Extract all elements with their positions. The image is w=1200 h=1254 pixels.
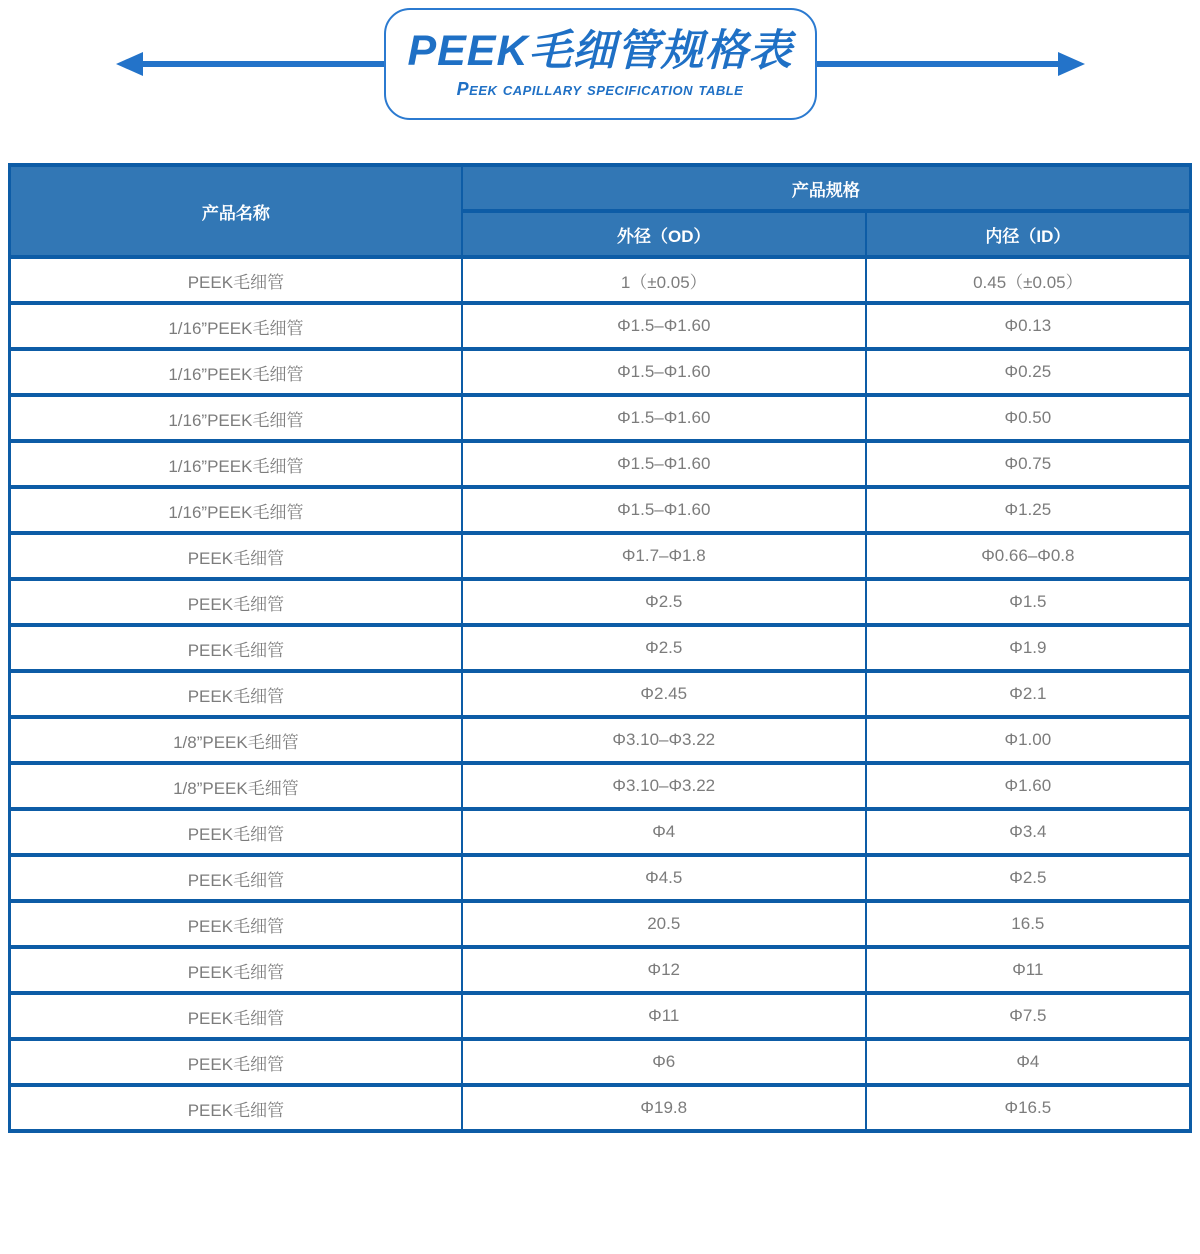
- cell-product-name: 1/8”PEEK毛细管: [10, 717, 462, 763]
- page-title: PEEK毛细管规格表: [407, 27, 793, 75]
- table-row: [10, 303, 1191, 349]
- cell-od: Φ1.5–Φ1.60: [462, 395, 866, 441]
- cell-id: Φ0.13: [866, 303, 1191, 349]
- cell-od: Φ3.10–Φ3.22: [462, 717, 866, 763]
- table-row: [10, 763, 1191, 809]
- table-row: [10, 1039, 1191, 1085]
- cell-od: Φ1.5–Φ1.60: [462, 487, 866, 533]
- cell-id: Φ1.25: [866, 487, 1191, 533]
- cell-id: Φ0.25: [866, 349, 1191, 395]
- table-row: [10, 993, 1191, 1039]
- cell-product-name: PEEK毛细管: [10, 533, 462, 579]
- cell-product-name: 1/16”PEEK毛细管: [10, 487, 462, 533]
- cell-od: Φ2.45: [462, 671, 866, 717]
- spec-table-header: [10, 165, 1191, 257]
- cell-id: Φ1.5: [866, 579, 1191, 625]
- cell-product-name: 1/16”PEEK毛细管: [10, 441, 462, 487]
- cell-od: Φ1.5–Φ1.60: [462, 441, 866, 487]
- header-product-spec: 产品规格: [462, 165, 1191, 211]
- cell-id: 0.45（±0.05）: [866, 257, 1191, 303]
- cell-product-name: PEEK毛细管: [10, 1085, 462, 1131]
- table-row: [10, 579, 1191, 625]
- right-arrowhead-icon: [1058, 52, 1085, 76]
- page-subtitle: Peek capillary specification table: [456, 79, 744, 99]
- cell-id: Φ3.4: [866, 809, 1191, 855]
- cell-od: Φ2.5: [462, 579, 866, 625]
- cell-id: Φ11: [866, 947, 1191, 993]
- table-row: [10, 717, 1191, 763]
- table-row: [10, 809, 1191, 855]
- cell-product-name: PEEK毛细管: [10, 947, 462, 993]
- cell-product-name: PEEK毛细管: [10, 1039, 462, 1085]
- cell-od: Φ1.7–Φ1.8: [462, 533, 866, 579]
- header-od: 外径（OD）: [462, 211, 866, 257]
- cell-id: Φ0.50: [866, 395, 1191, 441]
- table-row: [10, 1085, 1191, 1131]
- cell-od: Φ6: [462, 1039, 866, 1085]
- cell-id: 16.5: [866, 901, 1191, 947]
- cell-product-name: PEEK毛细管: [10, 671, 462, 717]
- cell-product-name: 1/16”PEEK毛细管: [10, 303, 462, 349]
- cell-od: Φ1.5–Φ1.60: [462, 349, 866, 395]
- cell-id: Φ0.75: [866, 441, 1191, 487]
- table-row: [10, 901, 1191, 947]
- cell-product-name: PEEK毛细管: [10, 901, 462, 947]
- cell-product-name: PEEK毛细管: [10, 257, 462, 303]
- table-row: [10, 855, 1191, 901]
- right-arrow-bar: [817, 61, 1058, 67]
- table-row: [10, 625, 1191, 671]
- cell-id: Φ2.5: [866, 855, 1191, 901]
- cell-od: Φ19.8: [462, 1085, 866, 1131]
- cell-id: Φ2.1: [866, 671, 1191, 717]
- left-arrow-icon: [116, 52, 384, 76]
- spec-table: [8, 163, 1192, 1133]
- cell-product-name: 1/16”PEEK毛细管: [10, 395, 462, 441]
- right-arrow-icon: [817, 52, 1085, 76]
- cell-od: Φ11: [462, 993, 866, 1039]
- table-row: [10, 487, 1191, 533]
- left-arrowhead-icon: [116, 52, 143, 76]
- table-row: [10, 257, 1191, 303]
- cell-od: 1（±0.05）: [462, 257, 866, 303]
- cell-id: Φ4: [866, 1039, 1191, 1085]
- cell-od: 20.5: [462, 901, 866, 947]
- cell-product-name: PEEK毛细管: [10, 809, 462, 855]
- spec-table-body: [10, 257, 1191, 1131]
- header-product-name: 产品名称: [10, 165, 462, 257]
- cell-id: Φ1.60: [866, 763, 1191, 809]
- cell-od: Φ1.5–Φ1.60: [462, 303, 866, 349]
- cell-product-name: 1/8”PEEK毛细管: [10, 763, 462, 809]
- cell-product-name: PEEK毛细管: [10, 579, 462, 625]
- cell-id: Φ1.00: [866, 717, 1191, 763]
- cell-product-name: PEEK毛细管: [10, 625, 462, 671]
- cell-od: Φ4.5: [462, 855, 866, 901]
- table-row: [10, 395, 1191, 441]
- cell-od: Φ2.5: [462, 625, 866, 671]
- cell-product-name: PEEK毛细管: [10, 855, 462, 901]
- cell-id: Φ16.5: [866, 1085, 1191, 1131]
- cell-product-name: PEEK毛细管: [10, 993, 462, 1039]
- cell-id: Φ7.5: [866, 993, 1191, 1039]
- cell-od: Φ3.10–Φ3.22: [462, 763, 866, 809]
- banner: [0, 8, 1200, 120]
- title-box: [384, 8, 817, 120]
- table-row: [10, 947, 1191, 993]
- left-arrow-bar: [143, 61, 384, 67]
- cell-id: Φ1.9: [866, 625, 1191, 671]
- cell-id: Φ0.66–Φ0.8: [866, 533, 1191, 579]
- cell-od: Φ4: [462, 809, 866, 855]
- header-row-1: [10, 165, 1191, 211]
- table-row: [10, 441, 1191, 487]
- table-row: [10, 349, 1191, 395]
- cell-product-name: 1/16”PEEK毛细管: [10, 349, 462, 395]
- header-id: 内径（ID）: [866, 211, 1191, 257]
- table-row: [10, 671, 1191, 717]
- cell-od: Φ12: [462, 947, 866, 993]
- table-row: [10, 533, 1191, 579]
